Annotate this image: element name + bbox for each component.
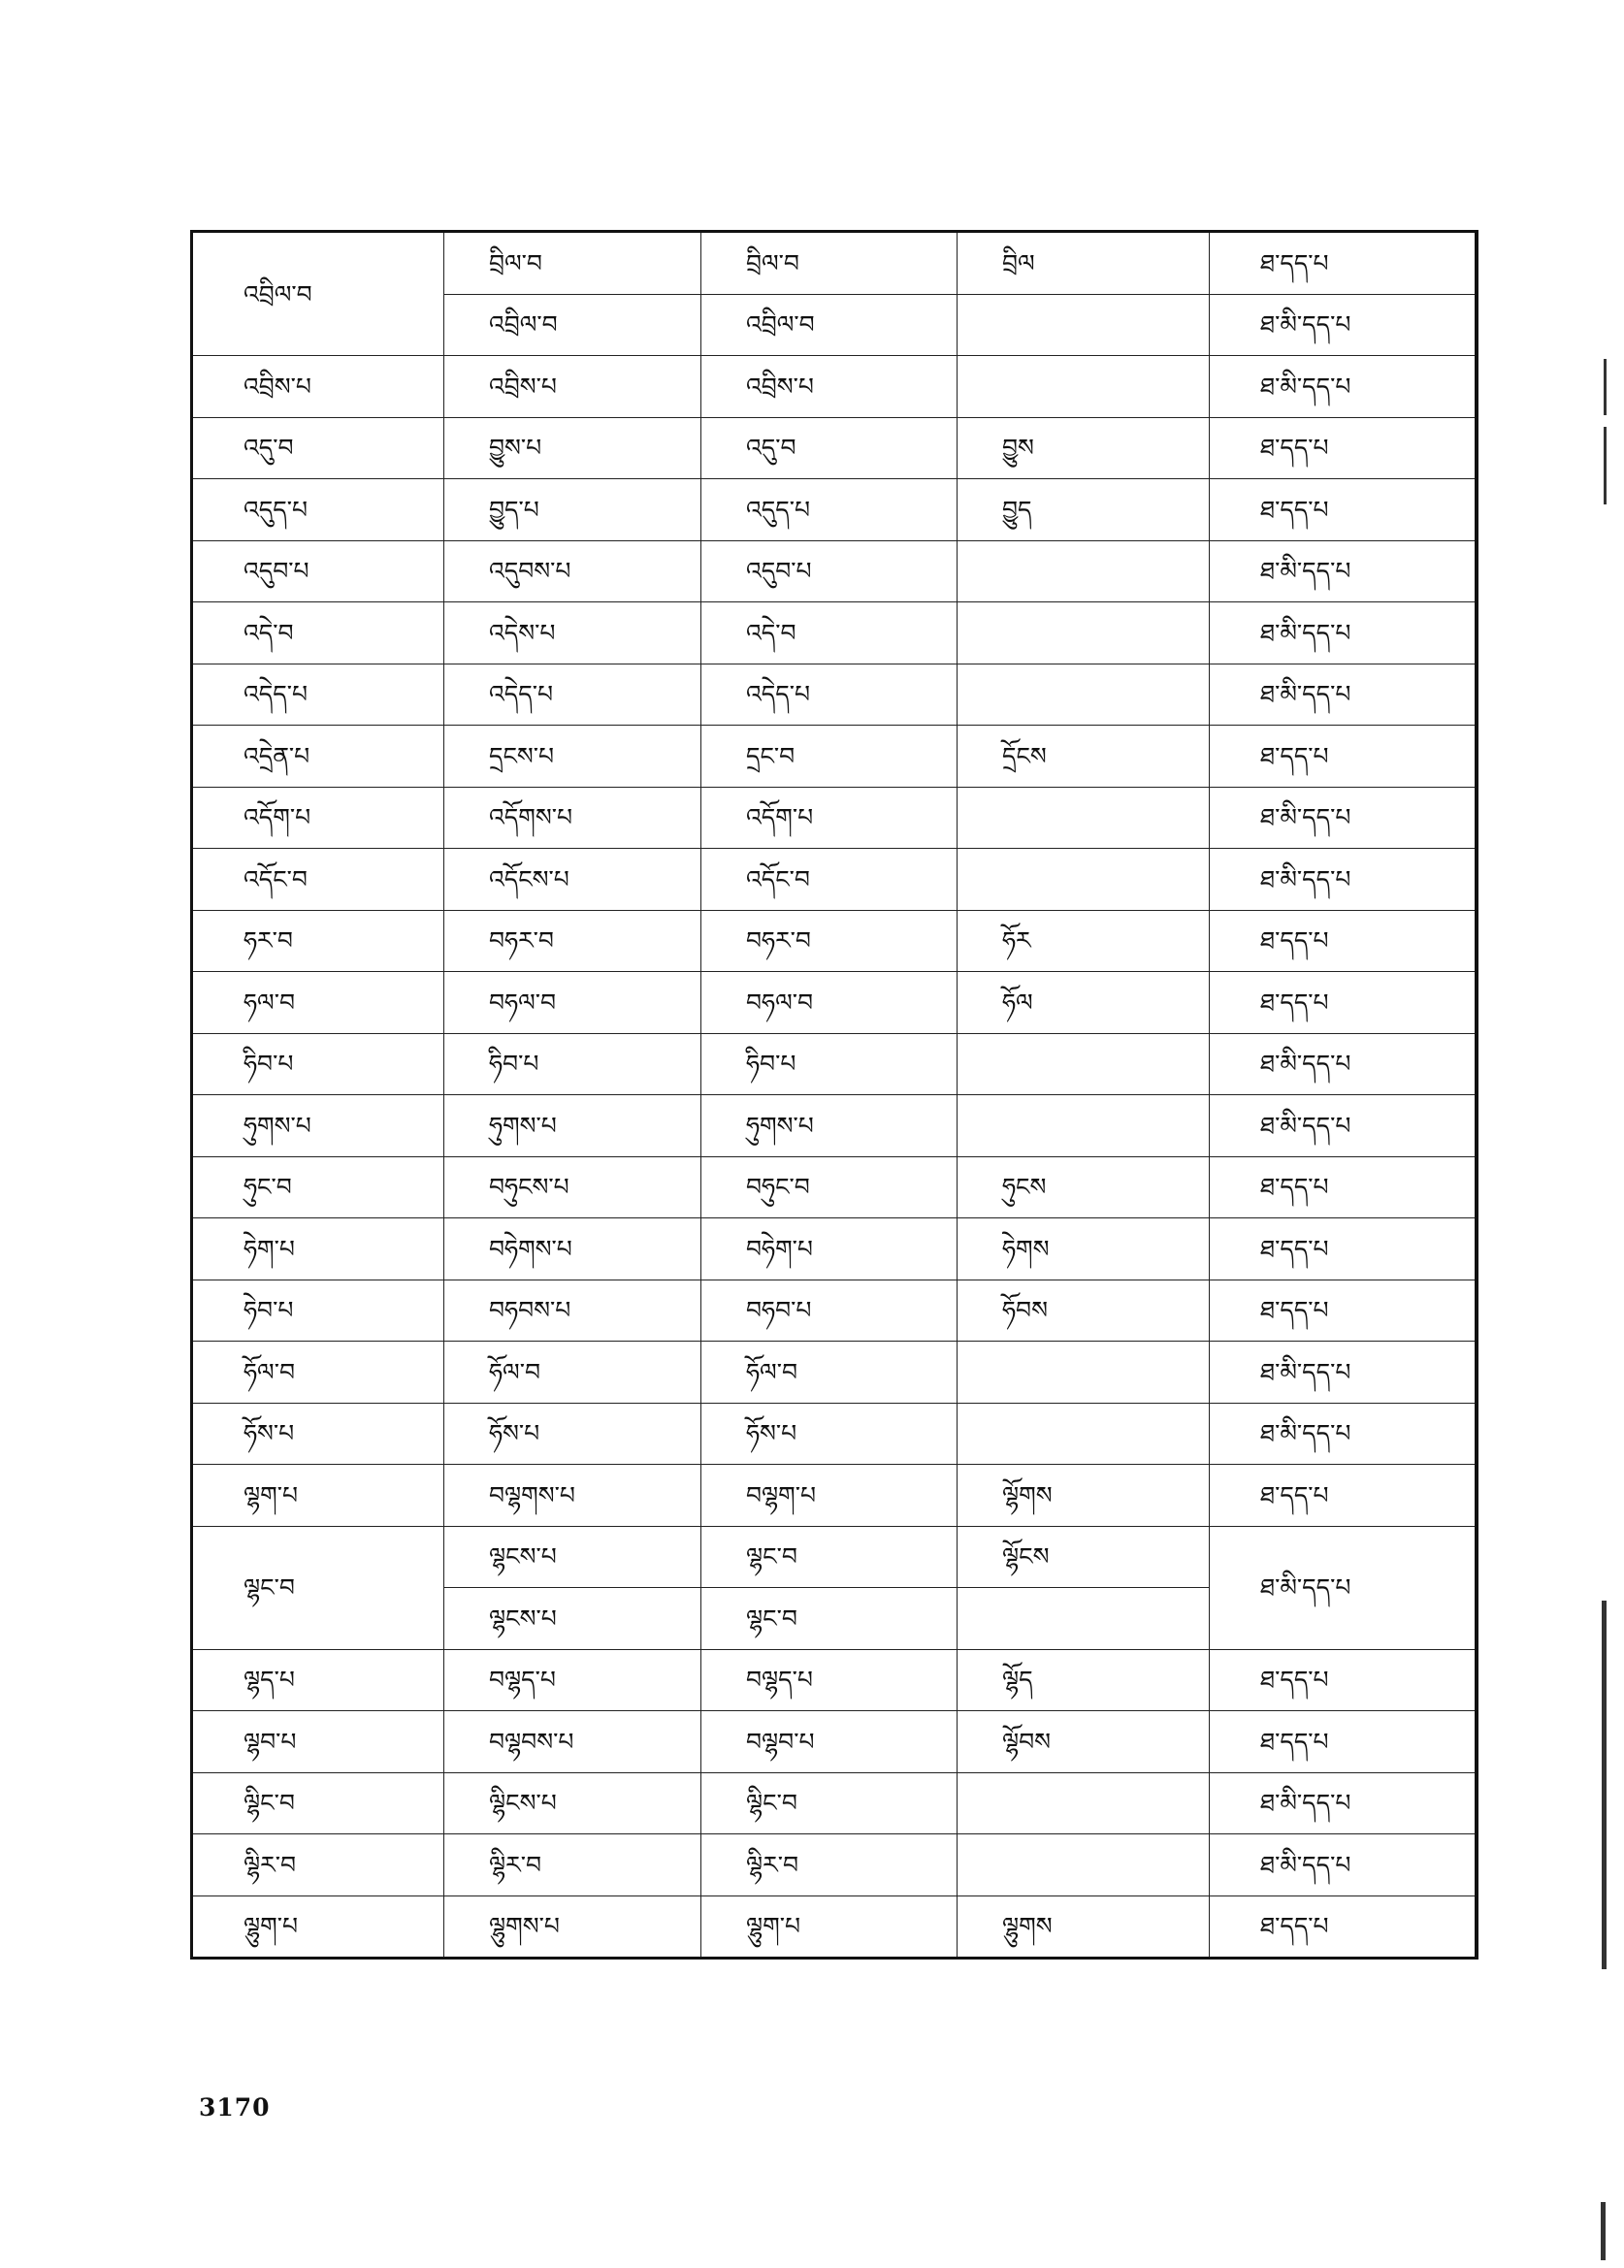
verb-type-cell: ཐ་མི་དད་པ [1210,1834,1477,1896]
table-row [192,1772,1477,1834]
present-form-cell: འབྲིས་པ [701,356,958,418]
present-form-cell: བལྷབ་པ [701,1711,958,1773]
imperative-form-cell: ལྷུགས [958,1895,1210,1959]
table-row [192,972,1477,1034]
past-form-cell: ལྷངས་པ [444,1526,701,1588]
imperative-form-cell: བྱུད [958,479,1210,541]
past-form-cell: འདོངས་པ [444,849,701,911]
imperative-form-cell [958,1772,1210,1834]
past-form-cell: ཧིབ་པ [444,1033,701,1095]
past-form-cell: བལྷད་པ [444,1649,701,1711]
imperative-form-cell: བྲིལ [958,232,1210,295]
table-row [192,1218,1477,1280]
past-form-cell: བྱུད་པ [444,479,701,541]
margin-mark [1604,359,1607,415]
imperative-form-cell [958,664,1210,726]
verb-type-cell: ཐ་དད་པ [1210,910,1477,972]
verb-type-cell: ཐ་མི་དད་པ [1210,294,1477,356]
table-row [192,787,1477,849]
present-form-cell: འདུད་པ [701,479,958,541]
imperative-form-cell: ལྷོངས [958,1526,1210,1588]
present-form-cell: ཧོལ་བ [701,1342,958,1404]
present-form-cell: ལྷིང་བ [701,1772,958,1834]
margin-mark [1601,2202,1606,2260]
root-verb-cell: འདོག་པ [192,787,444,849]
imperative-form-cell: ལྷོགས [958,1465,1210,1527]
past-form-cell: ལྷུགས་པ [444,1895,701,1959]
verb-type-cell: ཐ་མི་དད་པ [1210,1403,1477,1465]
imperative-form-cell [958,849,1210,911]
root-verb-cell: ཧོལ་བ [192,1342,444,1404]
table-row [192,1711,1477,1773]
table-row [192,540,1477,602]
table-row [192,602,1477,664]
present-form-cell: འདུ་བ [701,417,958,479]
past-form-cell: ཧུགས་པ [444,1095,701,1157]
verb-type-cell: ཐ་དད་པ [1210,479,1477,541]
verb-conjugation-table [190,230,1478,1960]
table-row [192,1834,1477,1896]
verb-type-cell: ཐ་མི་དད་པ [1210,1772,1477,1834]
imperative-form-cell [958,1588,1210,1650]
table-row [192,664,1477,726]
root-verb-cell: འབྲིས་པ [192,356,444,418]
table-row [192,1649,1477,1711]
present-form-cell: བཧར་བ [701,910,958,972]
imperative-form-cell: ལྷོབས [958,1711,1210,1773]
present-form-cell: འབྲིལ་བ [701,294,958,356]
page-number: 3170 [199,2093,271,2122]
present-form-cell: ཧུགས་པ [701,1095,958,1157]
present-form-cell: ལྷིར་བ [701,1834,958,1896]
table-row [192,910,1477,972]
margin-mark [1602,1601,1607,1969]
imperative-form-cell: ལྷོད [958,1649,1210,1711]
imperative-form-cell [958,356,1210,418]
imperative-form-cell [958,1095,1210,1157]
verb-type-cell: ཐ་དད་པ [1210,232,1477,295]
verb-type-cell: ཐ་དད་པ [1210,1280,1477,1342]
table-row [192,1526,1477,1588]
root-verb-cell: ཧར་བ [192,910,444,972]
past-form-cell: འདུབས་པ [444,540,701,602]
verb-type-cell: ཐ་མི་དད་པ [1210,1526,1477,1649]
present-form-cell: འདོག་པ [701,787,958,849]
table-row [192,232,1477,295]
past-form-cell: བྲིལ་བ [444,232,701,295]
past-form-cell: བཧུངས་པ [444,1156,701,1218]
root-verb-cell: ལྷིང་བ [192,1772,444,1834]
verb-type-cell: ཐ་མི་དད་པ [1210,1033,1477,1095]
verb-type-cell: ཐ་དད་པ [1210,1711,1477,1773]
root-verb-cell: ལྷབ་པ [192,1711,444,1773]
imperative-form-cell: ཧུངས [958,1156,1210,1218]
present-form-cell: འདེད་པ [701,664,958,726]
imperative-form-cell [958,294,1210,356]
root-verb-cell: ཧེག་པ [192,1218,444,1280]
root-verb-cell: འདེད་པ [192,664,444,726]
imperative-form-cell [958,1033,1210,1095]
table-row [192,417,1477,479]
verb-type-cell: ཐ་མི་དད་པ [1210,849,1477,911]
table-row [192,1403,1477,1465]
present-form-cell: ཧོས་པ [701,1403,958,1465]
present-form-cell: ལྷུག་པ [701,1895,958,1959]
present-form-cell: ལྷང་བ [701,1526,958,1588]
table-row [192,356,1477,418]
verb-type-cell: ཐ་མི་དད་པ [1210,1342,1477,1404]
imperative-form-cell [958,1342,1210,1404]
past-form-cell: བཧར་བ [444,910,701,972]
past-form-cell: འབྲིས་པ [444,356,701,418]
past-form-cell: ལྷིར་བ [444,1834,701,1896]
root-verb-cell: ལྷང་བ [192,1526,444,1649]
root-verb-cell: ལྷག་པ [192,1465,444,1527]
past-form-cell: བལྷབས་པ [444,1711,701,1773]
present-form-cell: ཧིབ་པ [701,1033,958,1095]
verb-type-cell: ཐ་དད་པ [1210,1465,1477,1527]
imperative-form-cell: དྲོངས [958,726,1210,788]
present-form-cell: འདོང་བ [701,849,958,911]
root-verb-cell: ཧལ་བ [192,972,444,1034]
present-form-cell: བྲིལ་བ [701,232,958,295]
verb-type-cell: ཐ་དད་པ [1210,972,1477,1034]
past-form-cell: བཧབས་པ [444,1280,701,1342]
root-verb-cell: འབྲིལ་བ [192,232,444,356]
root-verb-cell: ལྷུག་པ [192,1895,444,1959]
past-form-cell: ལྷངས་པ [444,1588,701,1650]
imperative-form-cell: ཧེགས [958,1218,1210,1280]
past-form-cell: དྲངས་པ [444,726,701,788]
table-body [192,232,1477,1959]
verb-type-cell: ཐ་མི་དད་པ [1210,602,1477,664]
verb-type-cell: ཐ་དད་པ [1210,726,1477,788]
past-form-cell: འདེས་པ [444,602,701,664]
table-row [192,1095,1477,1157]
table-row [192,1465,1477,1527]
root-verb-cell: འདུ་བ [192,417,444,479]
root-verb-cell: འདེ་བ [192,602,444,664]
present-form-cell: བཧེག་པ [701,1218,958,1280]
imperative-form-cell: ཧོར [958,910,1210,972]
table-row [192,1342,1477,1404]
imperative-form-cell: ཧོལ [958,972,1210,1034]
verb-type-cell: ཐ་མི་དད་པ [1210,787,1477,849]
present-form-cell: ལྷང་བ [701,1588,958,1650]
past-form-cell: བཧལ་བ [444,972,701,1034]
root-verb-cell: ཧུགས་པ [192,1095,444,1157]
past-form-cell: འདེད་པ [444,664,701,726]
imperative-form-cell [958,1403,1210,1465]
root-verb-cell: ཧོས་པ [192,1403,444,1465]
verb-type-cell: ཐ་དད་པ [1210,1218,1477,1280]
past-form-cell: ཧོལ་བ [444,1342,701,1404]
imperative-form-cell: ཧོབས [958,1280,1210,1342]
verb-type-cell: ཐ་དད་པ [1210,1649,1477,1711]
verb-type-cell: ཐ་མི་དད་པ [1210,664,1477,726]
present-form-cell: བལྷག་པ [701,1465,958,1527]
imperative-form-cell [958,1834,1210,1896]
root-verb-cell: འདུབ་པ [192,540,444,602]
root-verb-cell: འདྲེན་པ [192,726,444,788]
root-verb-cell: ཧུང་བ [192,1156,444,1218]
past-form-cell: བཧེགས་པ [444,1218,701,1280]
verb-type-cell: ཐ་དད་པ [1210,1156,1477,1218]
present-form-cell: བཧལ་བ [701,972,958,1034]
root-verb-cell: འདོང་བ [192,849,444,911]
past-form-cell: འབྲིལ་བ [444,294,701,356]
table-row [192,479,1477,541]
past-form-cell: ལྷིངས་པ [444,1772,701,1834]
root-verb-cell: ཧེབ་པ [192,1280,444,1342]
imperative-form-cell [958,602,1210,664]
root-verb-cell: ལྷིར་བ [192,1834,444,1896]
margin-mark [1604,427,1607,504]
imperative-form-cell [958,787,1210,849]
verb-type-cell: ཐ་མི་དད་པ [1210,540,1477,602]
past-form-cell: ཧོས་པ [444,1403,701,1465]
table-row [192,1895,1477,1959]
root-verb-cell: ཧིབ་པ [192,1033,444,1095]
present-form-cell: བཧབ་པ [701,1280,958,1342]
verb-type-cell: ཐ་དད་པ [1210,1895,1477,1959]
root-verb-cell: ལྷད་པ [192,1649,444,1711]
present-form-cell: འདུབ་པ [701,540,958,602]
imperative-form-cell [958,540,1210,602]
present-form-cell: འདེ་བ [701,602,958,664]
table-row [192,1033,1477,1095]
present-form-cell: བཧུང་བ [701,1156,958,1218]
present-form-cell: དྲང་བ [701,726,958,788]
root-verb-cell: འདུད་པ [192,479,444,541]
table-row [192,1156,1477,1218]
past-form-cell: བྱུས་པ [444,417,701,479]
imperative-form-cell: བྱུས [958,417,1210,479]
past-form-cell: འདོགས་པ [444,787,701,849]
verb-type-cell: ཐ་དད་པ [1210,417,1477,479]
present-form-cell: བལྷད་པ [701,1649,958,1711]
verb-type-cell: ཐ་མི་དད་པ [1210,1095,1477,1157]
past-form-cell: བལྷགས་པ [444,1465,701,1527]
verb-type-cell: ཐ་མི་དད་པ [1210,356,1477,418]
table-row [192,726,1477,788]
table-row [192,849,1477,911]
table-row [192,1280,1477,1342]
